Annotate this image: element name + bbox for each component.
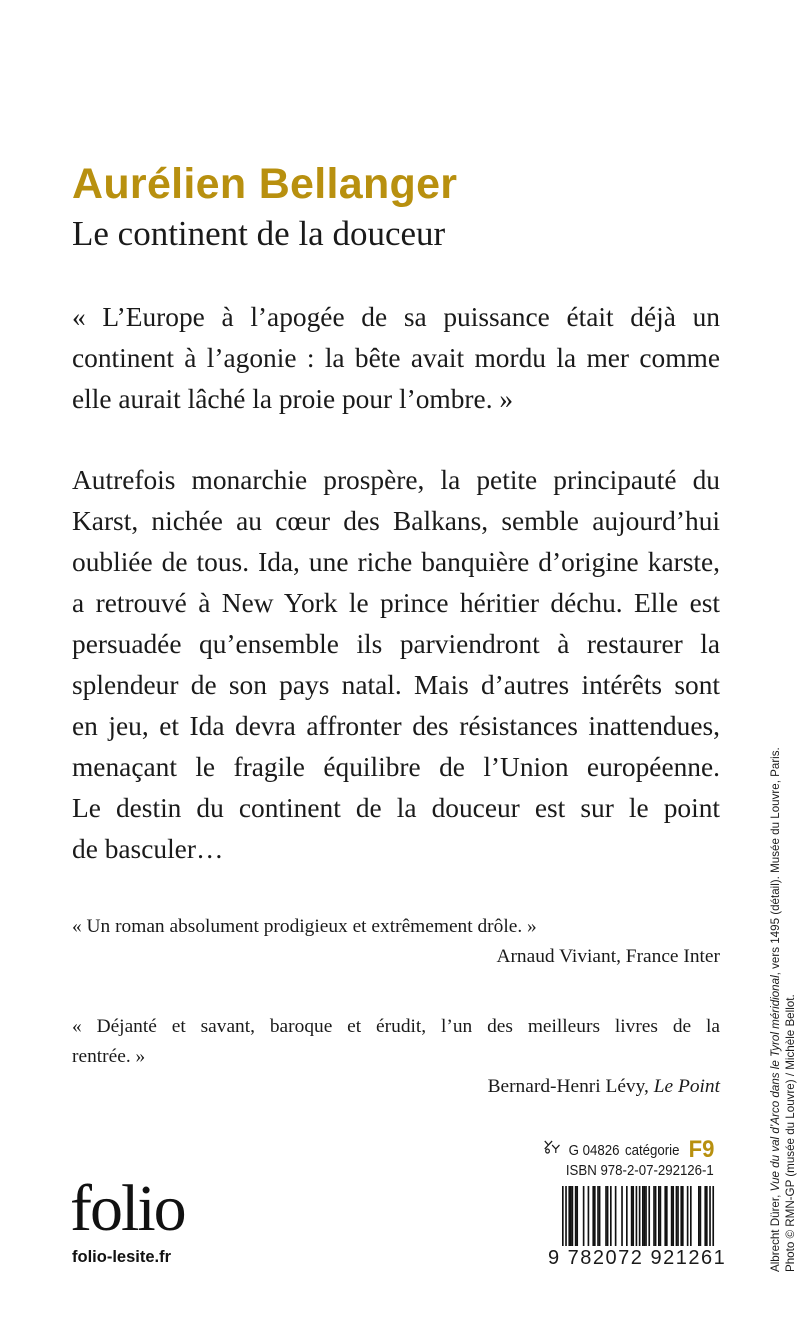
barcode-bar xyxy=(631,1186,633,1248)
summary-line: oubliée de tous. Ida, une riche banquière d’origine karste, xyxy=(72,547,720,577)
barcode-bar xyxy=(572,1186,574,1248)
review-text: rentrée. » xyxy=(72,1046,146,1067)
review-1 xyxy=(72,912,720,972)
barcode-bar xyxy=(597,1186,599,1248)
barcode-bar xyxy=(610,1186,612,1248)
publisher-website: folio-lesite.fr xyxy=(72,1248,172,1266)
review-text: « Déjanté et savant, baroque et érudit, l’un des meilleurs livres de la xyxy=(72,1016,720,1037)
catalog-code: G 04826 xyxy=(568,1143,620,1159)
barcode-bar xyxy=(687,1186,689,1248)
summary xyxy=(72,460,720,870)
epigraph xyxy=(72,297,720,420)
summary-line: de basculer… xyxy=(72,834,224,864)
credit-line-1 xyxy=(768,747,783,1272)
barcode-bar xyxy=(682,1186,684,1248)
barcode-bar xyxy=(658,1186,660,1248)
barcode-bar xyxy=(700,1186,702,1248)
barcode-bar xyxy=(576,1186,578,1248)
review-author: Bernard-Henri Lévy, xyxy=(487,1076,654,1097)
barcode-bar xyxy=(605,1186,607,1248)
barcode-bar xyxy=(599,1186,601,1248)
folio-logo: folio xyxy=(70,1172,185,1245)
barcode-bar xyxy=(653,1186,655,1248)
barcode-bar xyxy=(698,1186,700,1248)
summary-line: a retrouvé à New York le prince héritier déchu. Elle est xyxy=(72,588,720,618)
review-source: Arnaud Viviant, France Inter xyxy=(496,946,720,967)
summary-line: Le destin du continent de la douceur est sur le point xyxy=(72,793,720,823)
gallimard-icon xyxy=(542,1139,562,1155)
barcode-bar xyxy=(648,1186,650,1248)
epigraph-line: elle aurait lâché la proie pour l’ombre. » xyxy=(72,384,514,414)
isbn: ISBN 978-2-07-292126-1 xyxy=(566,1163,714,1179)
credit-artist: Albrecht Dürer, xyxy=(769,1191,782,1272)
barcode-bar xyxy=(583,1186,585,1248)
category-label: catégorie xyxy=(624,1143,680,1159)
barcode-bar xyxy=(621,1186,623,1248)
epigraph-line: continent à l’agonie : la bête avait mordu la mer comme xyxy=(72,343,720,373)
barcode-bar xyxy=(594,1186,596,1248)
credit-line-2: Photo © RMN-GP (musée du Louvre) / Michèle Bellot. xyxy=(784,994,797,1272)
barcode-bar xyxy=(615,1186,617,1248)
barcode-bar xyxy=(677,1186,679,1248)
barcode-bar xyxy=(676,1186,678,1248)
summary-line: persuadée qu’ensemble ils parviendront à restaurer la xyxy=(72,629,720,659)
barcode-bar xyxy=(592,1186,594,1248)
barcode-bar xyxy=(645,1186,647,1248)
barcode-bar xyxy=(607,1186,609,1248)
barcode-bar xyxy=(664,1186,666,1248)
barcode-bar xyxy=(655,1186,657,1248)
summary-line: splendeur de son pays natal. Mais d’autres intérêts sont xyxy=(72,670,720,700)
review-text: « Un roman absolument prodigieux et extrêmement drôle. » xyxy=(72,916,537,937)
credit-details: , vers 1495 (détail). Musée du Louvre, Paris. xyxy=(769,747,782,976)
catalog-line xyxy=(542,1134,714,1162)
barcode-bar xyxy=(671,1186,673,1248)
barcode-bar xyxy=(690,1186,692,1248)
review-publication: Le Point xyxy=(653,1076,720,1097)
barcode-bar xyxy=(680,1186,682,1248)
epigraph-line: « L’Europe à l’apogée de sa puissance était déjà un xyxy=(72,302,720,332)
barcode-number: 9 782072 921261 xyxy=(548,1247,727,1269)
barcode-bar xyxy=(660,1186,662,1248)
summary-line: Karst, nichée au cœur des Balkans, semble aujourd’hui xyxy=(72,506,720,536)
summary-line: menaçant le fragile équilibre de l’Union européenne. xyxy=(72,752,720,782)
barcode-bar xyxy=(672,1186,674,1248)
barcode-bar xyxy=(568,1186,570,1248)
barcode-bar xyxy=(706,1186,708,1248)
summary-line: en jeu, et Ida devra affronter des résistances inattendues, xyxy=(72,711,720,741)
book-title: Le continent de la douceur xyxy=(72,214,446,253)
category-code: F9 xyxy=(688,1136,714,1163)
barcode-bar xyxy=(704,1186,706,1248)
barcode-bar xyxy=(642,1186,644,1248)
image-credit xyxy=(768,747,798,1272)
barcode-bar xyxy=(626,1186,628,1248)
review-2 xyxy=(72,1012,720,1102)
summary-line: Autrefois monarchie prospère, la petite principauté du xyxy=(72,465,720,495)
barcode-bar xyxy=(644,1186,646,1248)
author-name: Aurélien Bellanger xyxy=(72,160,458,208)
barcode-bar xyxy=(588,1186,590,1248)
barcode-bar xyxy=(632,1186,634,1248)
review-source xyxy=(72,1072,720,1102)
barcode-bar xyxy=(666,1186,668,1248)
credit-artwork: Vue du val d’Arco dans le Tyrol méridional xyxy=(769,975,782,1192)
barcode-bar xyxy=(570,1186,572,1248)
barcode-bar xyxy=(575,1186,577,1248)
